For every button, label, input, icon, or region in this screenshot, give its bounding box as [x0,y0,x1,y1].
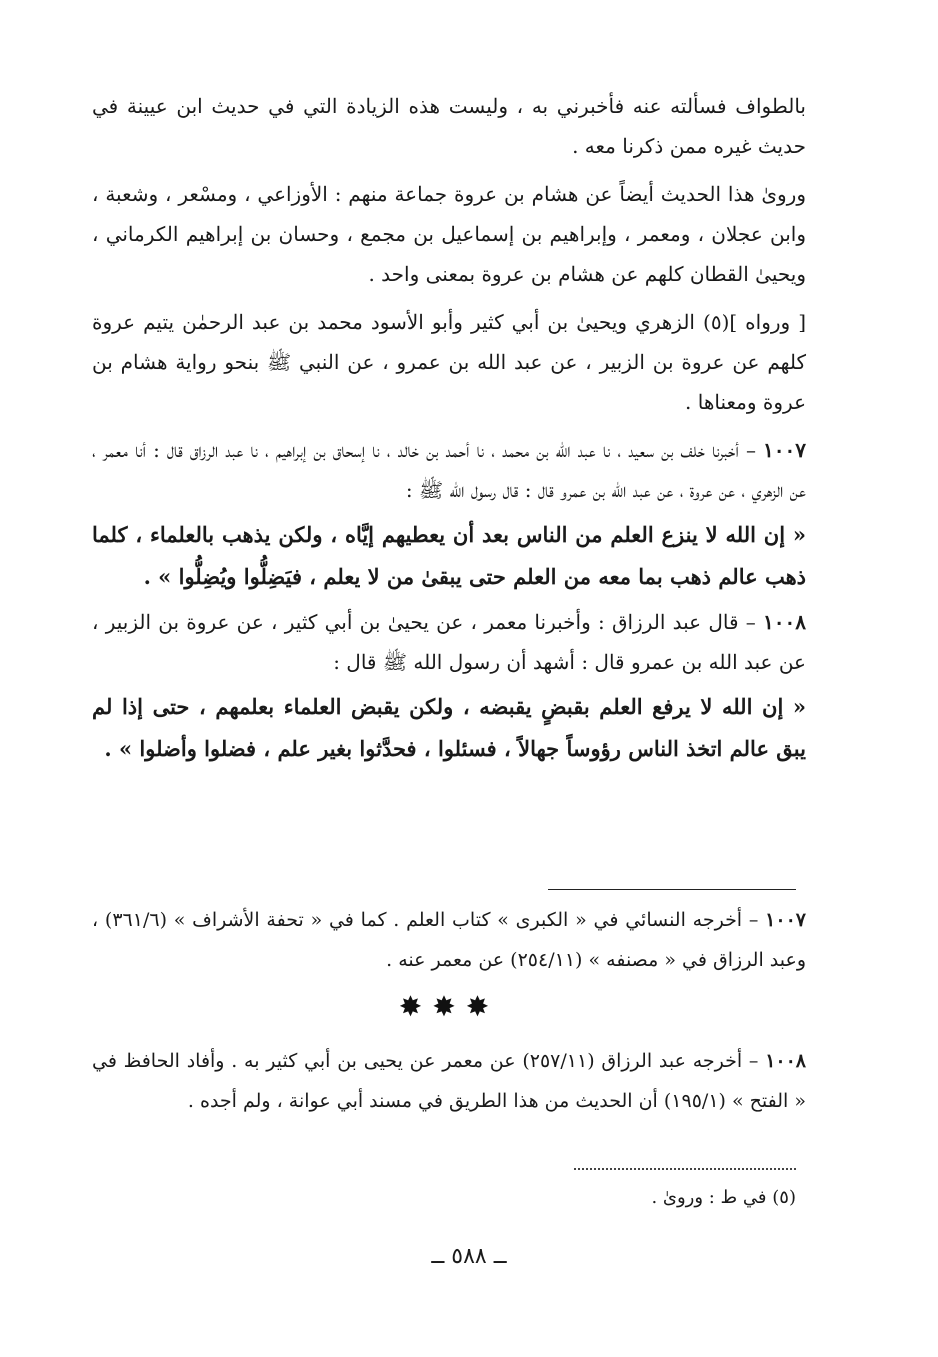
paragraph-2: وروىٰ هذا الحديث أيضاً عن هشام بن عروة جماعة منهم : الأوزاعي ، ومسْعر ، وشعبة ، وابن عجلان ، ومعمر ، وإبراهيم بن إسماعيل بن مجمع ، وحسان بن إبراهيم الكرماني ، ويحيىٰ القطان كلهم عن هشام بن عروة بمعنى واحد . [92,182,806,286]
commentary-notes [92,900,806,1125]
page-number: ــ ٥٨٨ ــ [431,1244,507,1269]
main-text [92,86,806,774]
note-number-1007: ١٠٠٧ [765,909,806,931]
hadith-number-1008: ١٠٠٨ [763,610,806,634]
paragraph-1: بالطواف فسألته عنه فأخبرني به ، وليست هذه الزيادة التي في حديث ابن عيينة في حديث غيره ممن ذكرنا معه . [92,94,806,158]
note-1007 [92,900,806,980]
hadith-1007-chain [92,430,806,510]
paragraph-3: [ ورواه ](٥) الزهري ويحيىٰ بن أبي كثير وأبو الأسود محمد بن عبد الرحمٰن يتيم عروة كلهم عن عروة بن الزبير ، عن عبد الله بن عمرو ، عن النبي ﷺ بنحو رواية هشام بن عروة ومعناها . [92,310,806,414]
hadith-1007-isnad: – أخبرنا خلف بن سعيد ، نا عبد الله بن محمد ، نا أحمد بن خالد ، نا إسحاق بن إبراهيم ، نا عبد الرزاق قال : أنا معمر ، عن الزهري ، عن عروة ، عن عبد الله بن عمرو قال : قال رسول الله ﷺ : [92,438,806,502]
note-number-1008: ١٠٠٨ [765,1050,807,1072]
note-1008 [92,1041,806,1121]
hadith-number-1007: ١٠٠٧ [763,438,806,462]
hadith-1008-chain [92,602,806,682]
footnote-dotted-line [574,1168,796,1170]
note-1008-text: – أخرجه عبد الرزاق (٢٥٧/١١) عن معمر عن يحيى بن أبي كثير به . وأفاد الحافظ في « الفتح » (١٩٥/١) أن الحديث من هذا الطريق في مسند أبي عوانة ، ولم أجده . [92,1050,806,1112]
note-1007-text: – أخرجه النسائي في « الكبرى » كتاب العلم . كما في « تحفة الأشراف » (٣٦١/٦) ، وعبد الرزاق في « مصنفه » (٢٥٤/١١) عن معمر عنه . [92,909,806,971]
hadith-1007-text: « إن الله لا ينزع العلم من الناس بعد أن يعطيهم إيَّاه ، ولكن يذهب بالعلماء ، كلما ذهب عالم ذهب بما معه من العلم حتى يبقىٰ من لا يعلم ، فيَضِلُّوا ويُضِلُّوا » . [92,522,806,589]
hadith-1008-text: « إن الله لا يرفع العلم بقبضٍ يقبضه ، ولكن يقبض العلماء بعلمهم ، حتى إذا لم يبق عالم اتخذ الناس رؤوساً جهالاً ، فسئلوا ، فحدَّثوا بغير علم ، فضلوا وأضلوا » . [92,694,806,761]
footnote-marker: (٥) [772,1187,796,1208]
section-separator-stars: ✸✸✸ [398,990,500,1023]
footnote-text: في ط : وروىٰ . [651,1187,767,1208]
footnote [560,1180,796,1216]
footnote-divider [548,889,796,890]
hadith-1008-isnad: – قال عبد الرزاق : وأخبرنا معمر ، عن يحيىٰ بن أبي كثير ، عن عروة بن الزبير ، عن عبد الله بن عمرو قال : أشهد أن رسول الله ﷺ قال : [92,610,806,674]
